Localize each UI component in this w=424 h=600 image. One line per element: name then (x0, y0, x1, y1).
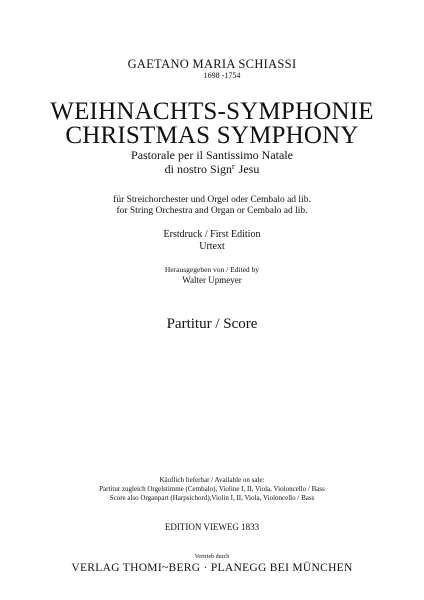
availability-heading: Käuflich lieferbar / Available on sale: (159, 476, 265, 484)
subtitle-line-2-end: Jesu (238, 162, 260, 176)
title-english: CHRISTMAS SYMPHONY (65, 122, 359, 149)
edition-type: Erstdruck / First Edition (163, 229, 261, 240)
availability-english: Score also Organpart (Harpsichord),Violin I, II, Viola, Violoncello / Bass (109, 494, 315, 502)
urtext-label: Urtext (199, 241, 225, 252)
subtitle-line-1: Pastorale per il Santissimo Natale (131, 148, 293, 162)
edition-number: EDITION VIEWEG 1833 (164, 522, 260, 532)
score-label: Partitur / Score (166, 316, 258, 332)
subtitle-superscript: r (232, 162, 235, 171)
composer-name: GAETANO MARIA SCHIASSI (127, 57, 297, 71)
publisher-name: VERLAG THOMI~BERG · PLANEGG BEI MÜNCHEN (71, 562, 353, 574)
distributor-label: Vertrieb durch (194, 554, 230, 560)
instrumentation-english: for String Orchestra and Organ or Cembalo ad lib. (116, 206, 308, 216)
title-german: WEIHNACHTS-SYMPHONIE (50, 98, 374, 125)
subtitle-line-2 (0, 163, 424, 175)
editor-label: Herausgegeben von / Edited by (164, 265, 260, 274)
composer-dates: 1698 -1754 (203, 71, 241, 80)
subtitle-line-2-start: di nostro Sign (164, 162, 232, 176)
instrumentation-german: für Streichorchester und Orgel oder Cembalo ad lib. (113, 195, 311, 205)
availability-german: Partitur zugleich Orgelstimme (Cembalo), Violine I, II, Viola, Violoncello / Bass (99, 485, 325, 493)
editor-name: Walter Upmeyer (182, 275, 242, 285)
